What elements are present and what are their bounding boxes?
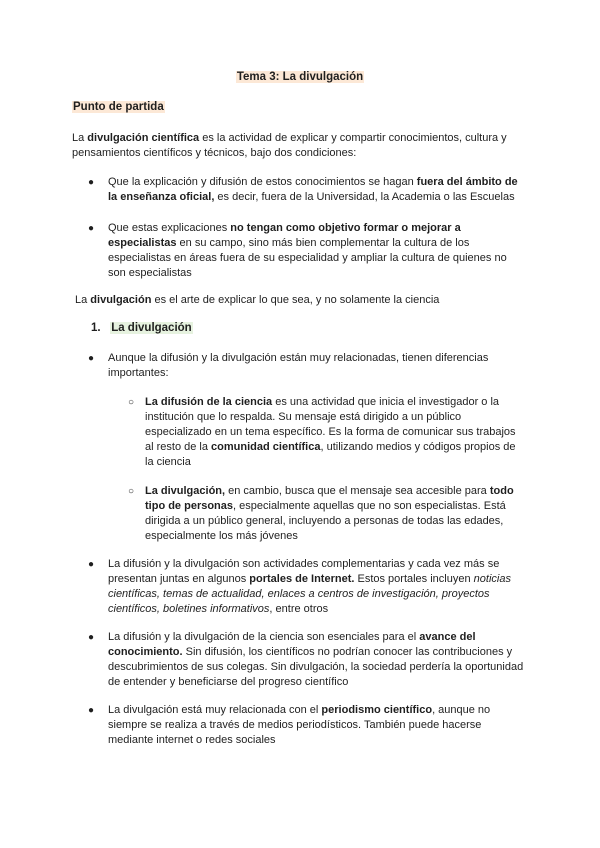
list-item-4 bbox=[108, 703, 524, 748]
sub2-text-d: , especialmente aquellas que no son especialistas. Está dirigida a un público general, incluyendo a personas de todas las edades, especialmente los más jóvenes bbox=[145, 500, 506, 542]
definition-paragraph bbox=[75, 293, 535, 308]
b3-text-c: Sin difusión, los científicos no podrían conocer las contribuciones y descubrimientos de sus colegas. Sin divulgación, la sociedad perdería la oportunidad de entender y beneficiarse del progreso científico bbox=[108, 646, 524, 688]
sub1-text-d: , utilizando medios y códigos propios de la ciencia bbox=[145, 441, 516, 468]
bullet-marker: ● bbox=[88, 223, 95, 234]
sub1-bold-c: comunidad científica bbox=[211, 441, 321, 453]
condition-2-text-bold: no tengan como objetivo formar o mejorar a especialistas bbox=[108, 222, 461, 249]
b2-text-c: Estos portales incluyen bbox=[354, 573, 474, 585]
list-item-2 bbox=[108, 557, 524, 617]
sub-bullet-marker: ○ bbox=[128, 486, 135, 497]
sub-item-difusion bbox=[145, 395, 523, 470]
numbered-heading bbox=[91, 321, 193, 336]
b3-text-a: La difusión y la divulgación de la ciencia son esenciales para el bbox=[108, 631, 420, 643]
list-item-1: Aunque la difusión y la divulgación están muy relacionadas, tienen diferencias importantes: bbox=[108, 352, 489, 379]
page-title bbox=[0, 70, 600, 85]
b2-text-e: , entre otros bbox=[269, 603, 329, 615]
section-heading-text: Punto de partida bbox=[73, 101, 164, 113]
b2-bold-b: portales de Internet. bbox=[249, 573, 355, 585]
intro-text-bold: divulgación científica bbox=[87, 132, 200, 144]
sub-item-divulgacion bbox=[145, 484, 523, 544]
heading-label: La divulgación bbox=[111, 322, 192, 334]
definition-text-bold: divulgación bbox=[90, 294, 152, 306]
sub1-bold-a: La difusión de la ciencia bbox=[145, 396, 273, 408]
definition-text-c: es el arte de explicar lo que sea, y no solamente la ciencia bbox=[151, 294, 440, 306]
condition-2-text-c: en su campo, sino más bien complementar la cultura de los especialistas en áreas fuera de su especialidad y ampliar la cultura de quienes no son especialistas bbox=[108, 237, 507, 279]
condition-item-1 bbox=[108, 175, 524, 205]
intro-paragraph bbox=[72, 131, 532, 161]
definition-text-a: La bbox=[75, 294, 91, 306]
condition-2-text-a: Que estas explicaciones bbox=[108, 222, 231, 234]
sub2-bold-a: La divulgación, bbox=[145, 485, 226, 497]
b2-italic-d: noticias científicas, temas de actualidad, enlaces a centros de investigación, proyectos científicos, boletines informativos bbox=[108, 573, 511, 615]
b2-text-a: La difusión y la divulgación son actividades complementarias y cada vez más se presentan juntas en algunos bbox=[108, 558, 500, 585]
intro-text-c: es la actividad de explicar y compartir conocimientos, cultura y pensamientos científicos y técnicos, bajo dos condiciones: bbox=[72, 132, 507, 159]
sub-bullet-marker: ○ bbox=[128, 397, 135, 408]
b4-bold-b: periodismo científico bbox=[321, 704, 433, 716]
title-text: Tema 3: La divulgación bbox=[236, 71, 364, 83]
intro-text-a: La bbox=[72, 132, 88, 144]
section-heading bbox=[72, 100, 165, 115]
bullet-marker: ● bbox=[88, 353, 95, 364]
bullet-marker: ● bbox=[88, 632, 95, 643]
bullet-marker: ● bbox=[88, 559, 95, 570]
condition-1-text-bold: fuera del ámbito de la enseñanza oficial, bbox=[108, 176, 518, 203]
sub2-bold-c: todo tipo de personas bbox=[145, 485, 514, 512]
sub2-text-b: en cambio, busca que el mensaje sea accesible para bbox=[225, 485, 490, 497]
condition-1-text-c: es decir, fuera de la Universidad, la Academia o las Escuelas bbox=[214, 191, 515, 203]
heading-number: 1. bbox=[91, 322, 101, 334]
condition-item-2 bbox=[108, 221, 524, 281]
bullet-marker: ● bbox=[88, 705, 95, 716]
b4-text-c: , aunque no siempre se realiza a través de medios periodísticos. También puede hacerse mediante internet o redes sociales bbox=[108, 704, 491, 746]
list-item-3 bbox=[108, 630, 524, 690]
b4-text-a: La divulgación está muy relacionada con el bbox=[108, 704, 322, 716]
bullet-marker: ● bbox=[88, 177, 95, 188]
sub1-text-b: es una actividad que inicia el investigador o la institución que lo respalda. Su mensaje está dirigido a un público especializado en un tema específico. Es la forma de comunicar sus trabajos al resto de la bbox=[145, 396, 516, 453]
b3-bold-b: avance del conocimiento. bbox=[108, 631, 476, 658]
condition-1-text-a: Que la explicación y difusión de estos conocimientos se hagan bbox=[108, 176, 417, 188]
